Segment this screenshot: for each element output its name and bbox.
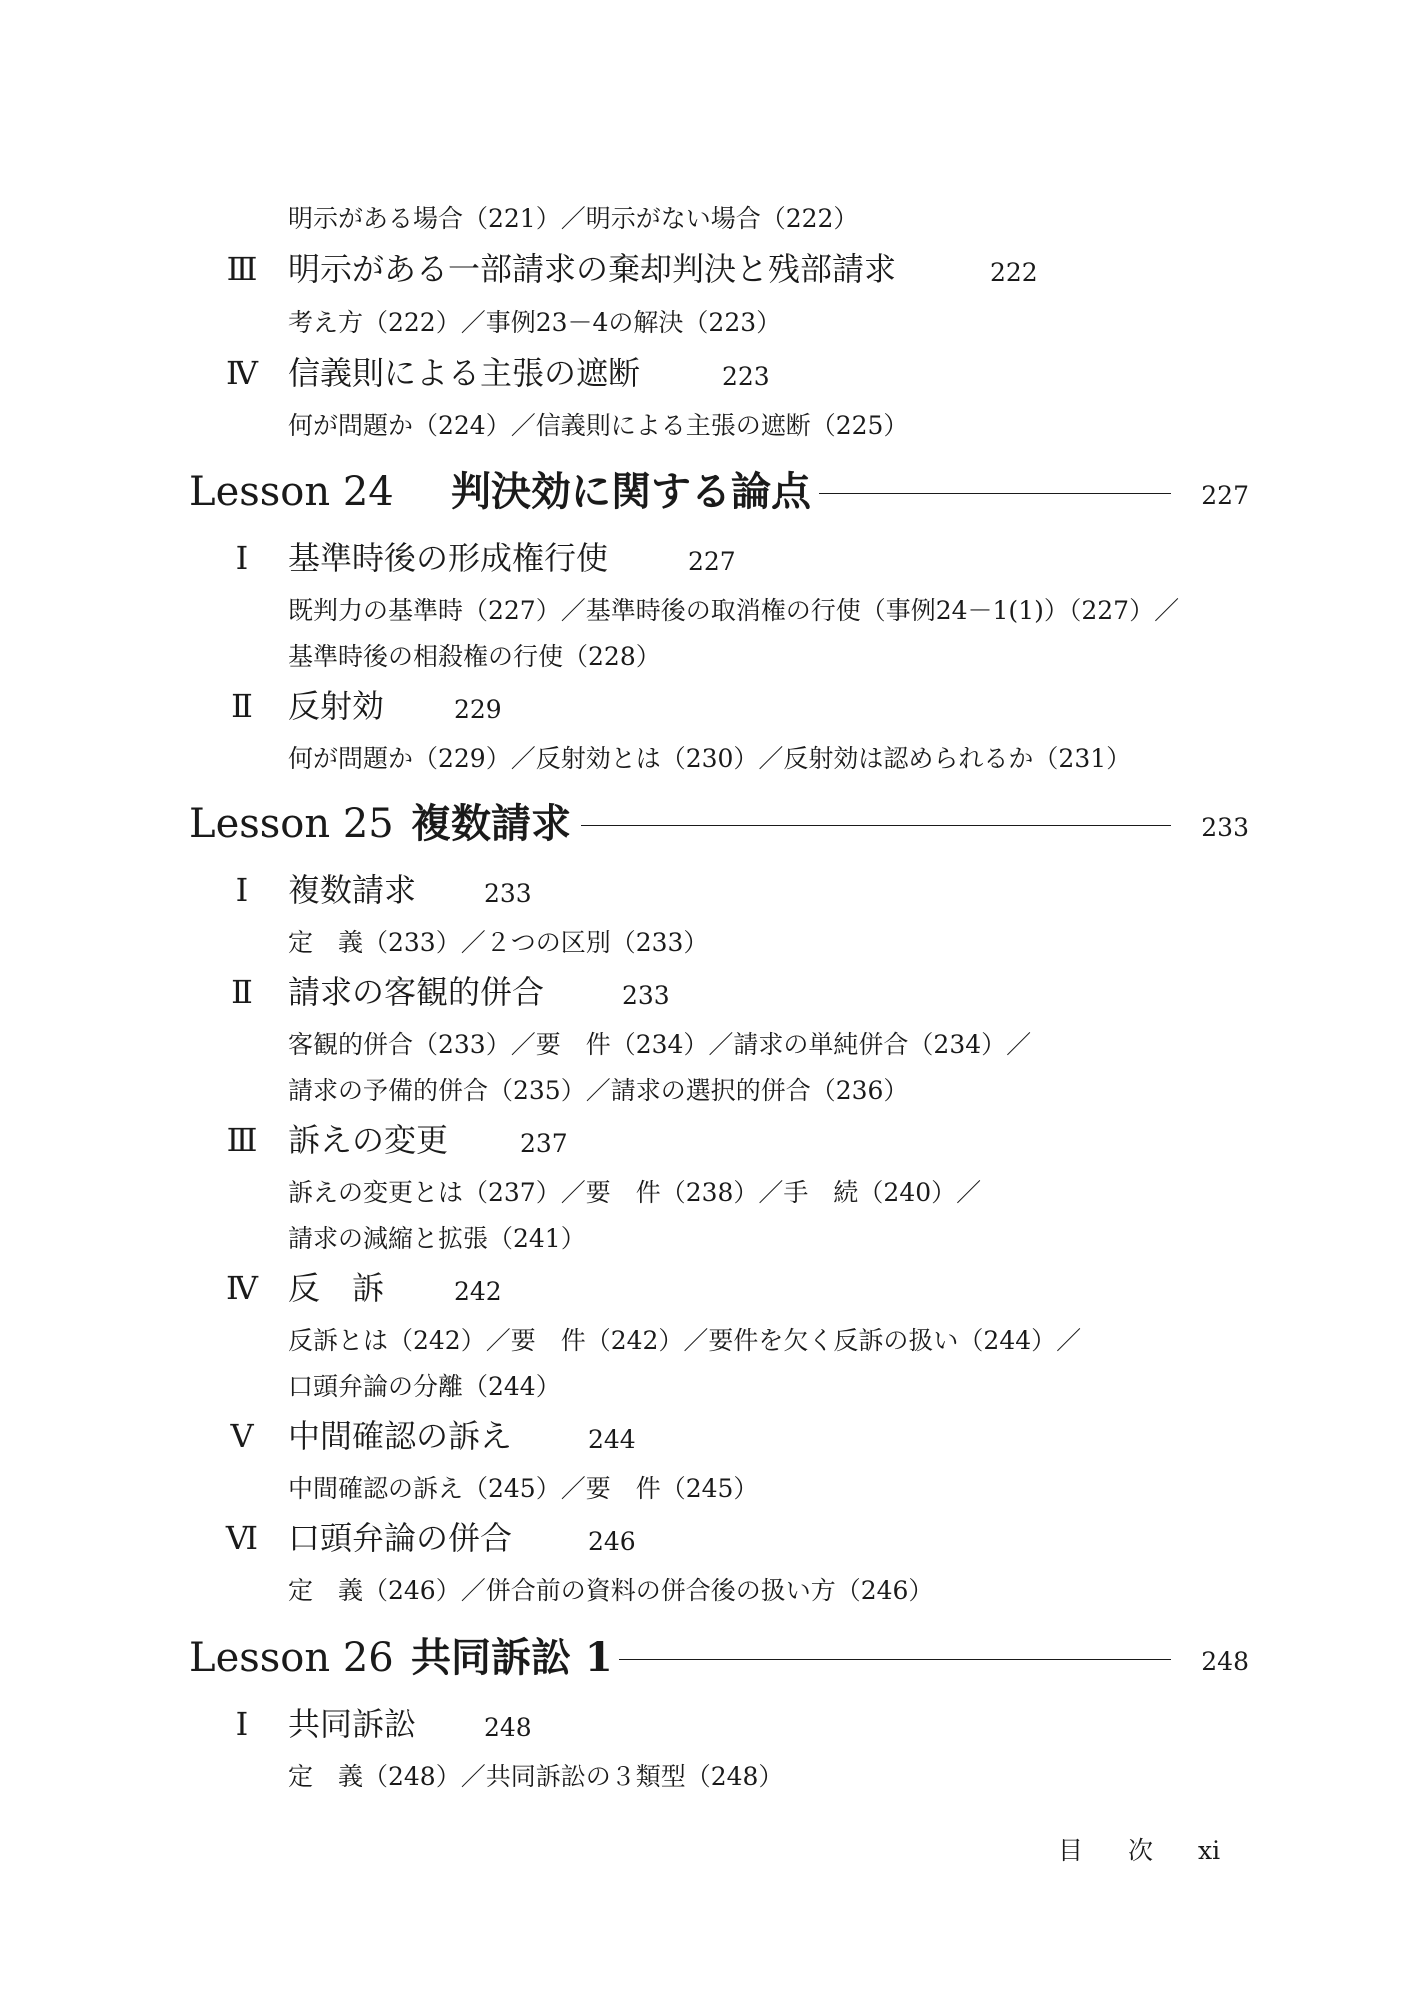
section-title: 共同訴訟 [288,1705,417,1743]
toc-subitems: 訴えの変更とは（237）／要 件（238）／手 続（240）／ [288,1178,982,1207]
section-number: Ⅱ [231,973,253,1011]
section-title: 口頭弁論の併合 [288,1519,513,1557]
toc-subitems: 何が問題か（224）／信義則による主張の遮断（225） [288,411,909,440]
section-title: 信義則による主張の遮断 [288,354,641,392]
section-page: 233 [484,879,532,908]
section-page: 246 [588,1527,636,1556]
section-number: Ⅰ [235,539,249,577]
toc-subitems: 何が問題か（229）／反射効とは（230）／反射効は認められるか（231） [288,744,1132,773]
section-title: 明示がある一部請求の棄却判決と残部請求 [288,250,897,288]
toc-subitems: 既判力の基準時（227）／基準時後の取消権の行使（事例24－1(1)）（227）／ [288,596,1180,625]
section-title: 反 訴 [288,1269,385,1307]
section-title: 訴えの変更 [288,1121,449,1159]
lesson-label: Lesson 25 [189,801,394,847]
toc-subitems: 考え方（222）／事例23－4の解決（223） [288,308,782,337]
lesson-title: 複数請求 [411,800,571,847]
section-page: 227 [688,547,736,576]
section-page: 248 [484,1713,532,1742]
lesson-title: 共同訴訟 1 [411,1634,613,1681]
section-number: Ⅳ [226,1269,258,1307]
section-number: Ⅰ [235,1705,249,1743]
leader-rule [581,825,1171,826]
lesson-page: 233 [1201,813,1249,842]
section-title: 基準時後の形成権行使 [288,539,609,577]
section-page: 242 [454,1277,502,1306]
lesson-label: Lesson 26 [189,1635,394,1681]
section-page: 233 [622,981,670,1010]
section-title: 請求の客観的併合 [288,973,545,1011]
toc-subitems: 請求の減縮と拡張（241） [288,1224,586,1253]
section-number: Ⅳ [226,354,258,392]
lesson-page: 227 [1201,481,1249,510]
lesson-page: 248 [1201,1647,1249,1676]
toc-lesson [189,1632,1249,1684]
section-number: Ⅴ [230,1417,254,1455]
running-header-char: 目 [1058,1836,1084,1865]
toc-subitems: 客観的併合（233）／要 件（234）／請求の単純併合（234）／ [288,1030,1032,1059]
toc-subitems: 中間確認の訴え（245）／要 件（245） [288,1474,759,1503]
toc-subitems: 定 義（233）／２つの区別（233） [288,928,709,957]
lesson-title: 判決効に関する論点 [451,468,811,515]
toc-subitems: 反訴とは（242）／要 件（242）／要件を欠く反訴の扱い（244）／ [288,1326,1082,1355]
section-number: Ⅲ [226,1121,258,1159]
toc-subitems: 定 義（248）／共同訴訟の３類型（248） [288,1762,784,1791]
section-number: Ⅲ [226,250,258,288]
section-page: 244 [588,1425,636,1454]
section-page: 237 [520,1129,568,1158]
toc-subitems: 口頭弁論の分離（244） [288,1372,561,1401]
toc-subitems: 請求の予備的併合（235）／請求の選択的併合（236） [288,1076,909,1105]
running-header-char: 次 [1128,1836,1154,1865]
toc-subitems: 定 義（246）／併合前の資料の併合後の扱い方（246） [288,1576,934,1605]
section-page: 229 [454,695,502,724]
section-number: Ⅵ [225,1519,259,1557]
lesson-label: Lesson 24 [189,469,394,515]
section-title: 複数請求 [288,871,417,909]
leader-rule [619,1659,1171,1660]
section-number: Ⅱ [231,687,253,725]
toc-lesson [189,466,1249,518]
section-number: Ⅰ [235,871,249,909]
section-page: 222 [990,258,1038,287]
toc-subitems: 基準時後の相殺権の行使（228） [288,642,661,671]
section-title: 中間確認の訴え [288,1417,513,1455]
section-page: 223 [722,362,770,391]
toc-lesson [189,798,1249,850]
folio-page-number: xi [1198,1836,1221,1865]
section-title: 反射効 [288,687,385,725]
leader-rule [819,493,1171,494]
toc-subitems: 明示がある場合（221）／明示がない場合（222） [288,204,859,233]
